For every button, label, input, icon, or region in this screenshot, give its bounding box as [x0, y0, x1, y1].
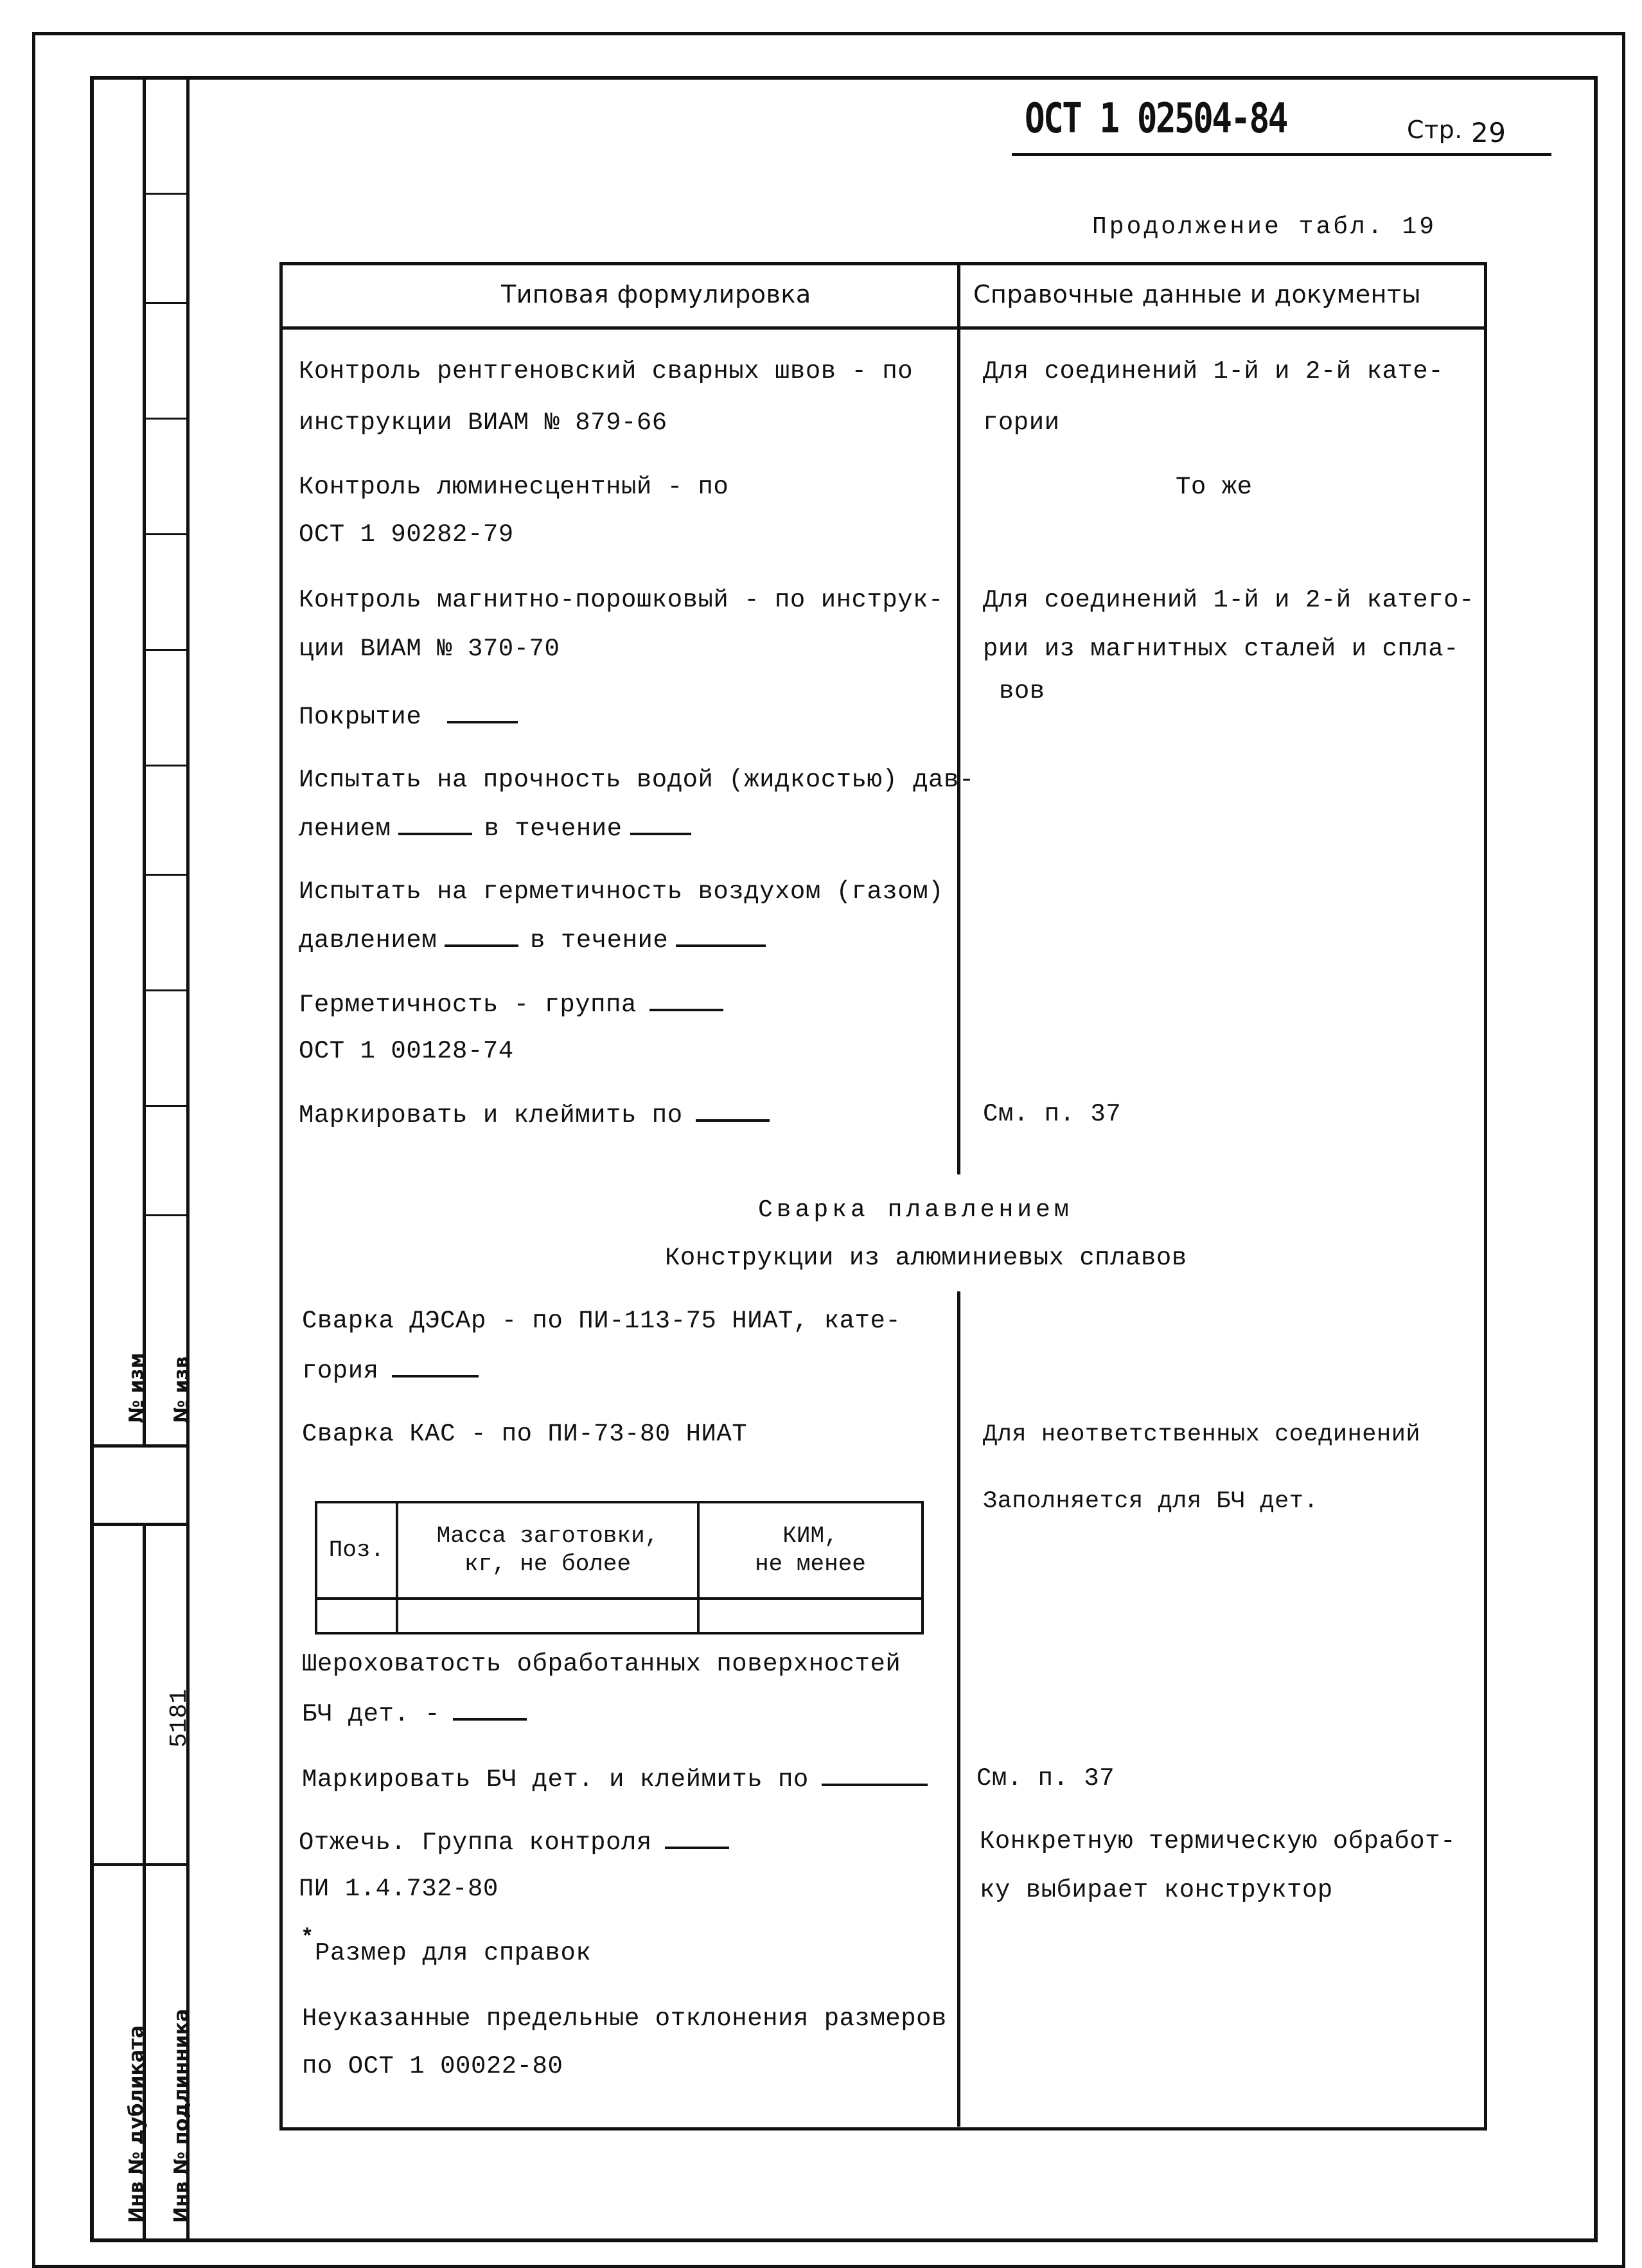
footnote-text: Размер для справок — [315, 1939, 592, 1967]
stamp-izm: № изм — [125, 1352, 148, 1423]
s2-row4-left-1: Шероховатость обработанных поверхностей — [302, 1650, 901, 1678]
pressure-label: лением — [299, 815, 391, 843]
row6-left-1: Испытать на герметичность воздухом (газом) — [299, 878, 944, 906]
row7-left-2: ОСТ 1 00128-74 — [299, 1037, 514, 1065]
stamp-row-line — [90, 1863, 190, 1866]
s2-row5-left-1 — [302, 1764, 928, 1794]
col1-header: Типовая формулировка — [501, 280, 811, 308]
doc-number: ОСТ 1 02504-84 — [1025, 95, 1287, 143]
duration-label: в течение — [484, 815, 622, 843]
row7-left-1 — [299, 989, 723, 1019]
mini-cell — [397, 1599, 698, 1633]
row3-right-2: рии из магнитных сталей и спла- — [983, 635, 1460, 663]
row8-right-1: См. п. 37 — [983, 1100, 1122, 1128]
stamp-row-line — [143, 418, 188, 420]
mini-cell — [316, 1599, 397, 1633]
row2-right-1: То же — [1176, 473, 1253, 501]
row2-left-1: Контроль люминесцентный - по — [299, 473, 729, 501]
stamp-row-line — [143, 1214, 188, 1216]
stamp-row-line — [143, 193, 188, 195]
row8-left-1 — [299, 1100, 770, 1130]
s2-row3-right-1: Заполняется для БЧ дет. — [983, 1488, 1319, 1515]
mini-col-kim-1: КИМ, — [782, 1523, 838, 1549]
section-title: Сварка плавлением — [758, 1196, 1073, 1224]
stamp-gap-bottom — [90, 1523, 190, 1526]
stamp-gap-top — [90, 1444, 190, 1448]
tightness-blank — [649, 989, 723, 1011]
marking-bch-blank — [822, 1764, 928, 1786]
mini-col-mass — [397, 1502, 698, 1599]
stamp-divider — [143, 76, 146, 1444]
coating-blank — [447, 702, 518, 723]
row1-right-1: Для соединений 1-й и 2-й кате- — [983, 357, 1444, 385]
pressure-label-2: давлением — [299, 926, 437, 955]
blank-mass-table — [315, 1501, 924, 1635]
section-subtitle: Конструкции из алюминиевых сплавов — [665, 1244, 1187, 1272]
s2-row4-left-2 — [302, 1699, 527, 1728]
footnote-star: * — [301, 1926, 314, 1951]
row4-left-1 — [299, 702, 518, 731]
category-label: гория — [302, 1357, 379, 1385]
table-continuation: Продолжение табл. 19 — [1092, 213, 1437, 241]
row5-left-2 — [299, 813, 691, 843]
column-divider — [957, 1291, 960, 2127]
pressure-blank-2 — [445, 925, 518, 947]
mini-col-kim — [698, 1502, 923, 1599]
roughness-label: БЧ дет. - — [302, 1700, 441, 1728]
row3-left-2: ции ВИАМ № 370-70 — [299, 635, 560, 663]
row3-left-1: Контроль магнитно-порошковый - по инструк- — [299, 586, 944, 614]
stamp-row-line — [143, 765, 188, 766]
duration-blank-2 — [676, 925, 766, 947]
stamp-row-line — [143, 874, 188, 876]
mini-col-kim-2: не менее — [755, 1551, 866, 1577]
stamp-izv: № изв — [170, 1356, 193, 1423]
stamp-podlinnik: Инв № подлинника — [170, 2008, 193, 2223]
s2-row2-left-1: Сварка КАС - по ПИ-73-80 НИАТ — [302, 1420, 748, 1448]
row2-left-2: ОСТ 1 90282-79 — [299, 520, 514, 549]
column-divider — [957, 262, 960, 1174]
mini-cell — [698, 1599, 923, 1633]
coating-label: Покрытие — [299, 703, 422, 731]
category-blank — [392, 1356, 479, 1378]
s2-row1-left-1: Сварка ДЭСАр - по ПИ-113-75 НИАТ, кате- — [302, 1307, 901, 1335]
marking-bch-label: Маркировать БЧ дет. и клеймить по — [302, 1766, 809, 1794]
s2-row6-left-2: ПИ 1.4.732-80 — [299, 1875, 499, 1903]
s2-row6-right-2: ку выбирает конструктор — [980, 1876, 1333, 1904]
row1-left-2: инструкции ВИАМ № 879-66 — [299, 409, 667, 437]
marking-label: Маркировать и клеймить по — [299, 1101, 683, 1130]
row1-left-1: Контроль рентгеновский сварных швов - по — [299, 357, 914, 385]
stamp-number: 5181 — [166, 1688, 193, 1748]
s2-row2-right-1: Для неответственных соединений — [983, 1421, 1421, 1448]
mini-col-mass-1: Масса заготовки, — [436, 1523, 659, 1549]
page-label: Стр. — [1407, 116, 1463, 144]
header-underline — [1012, 153, 1551, 156]
table-header-rule — [279, 326, 1487, 330]
row3-right-1: Для соединений 1-й и 2-й катего- — [983, 586, 1474, 614]
tightness-label: Герметичность - группа — [299, 991, 637, 1019]
s2-row8-left-1: Неуказанные предельные отклонения размеров — [302, 2005, 947, 2033]
roughness-blank — [453, 1699, 527, 1721]
pressure-blank — [398, 813, 472, 835]
stamp-row-line — [143, 1105, 188, 1107]
stamp-row-line — [143, 533, 188, 535]
row3-right-3: вов — [999, 677, 1045, 705]
mini-col-pos: Поз. — [316, 1502, 397, 1599]
row1-right-2: гории — [983, 409, 1060, 437]
stamp-row-line — [143, 649, 188, 651]
stamp-right — [186, 76, 190, 2238]
s2-row6-left-1 — [299, 1827, 729, 1857]
stamp-row-line — [143, 989, 188, 991]
anneal-blank — [665, 1827, 729, 1849]
mini-col-mass-2: кг, не более — [464, 1551, 631, 1577]
row5-left-1: Испытать на прочность водой (жидкостью) дав- — [299, 766, 975, 794]
col2-header: Справочные данные и документы — [973, 280, 1422, 308]
s2-row6-right-1: Конкретную термическую обработ- — [980, 1827, 1456, 1856]
s2-row1-left-2 — [302, 1356, 479, 1385]
anneal-label: Отжечь. Группа контроля — [299, 1829, 652, 1857]
duration-blank — [630, 813, 691, 835]
stamp-row-line — [143, 302, 188, 304]
s2-row5-right-1: См. п. 37 — [976, 1764, 1115, 1793]
s2-row8-left-2: по ОСТ 1 00022-80 — [302, 2052, 563, 2080]
marking-blank — [696, 1100, 770, 1122]
row6-left-2 — [299, 925, 766, 955]
page-number: 29 — [1471, 117, 1506, 148]
stamp-dublikat: Инв № дубликата — [125, 2025, 148, 2223]
duration-label-2: в течение — [530, 926, 669, 955]
